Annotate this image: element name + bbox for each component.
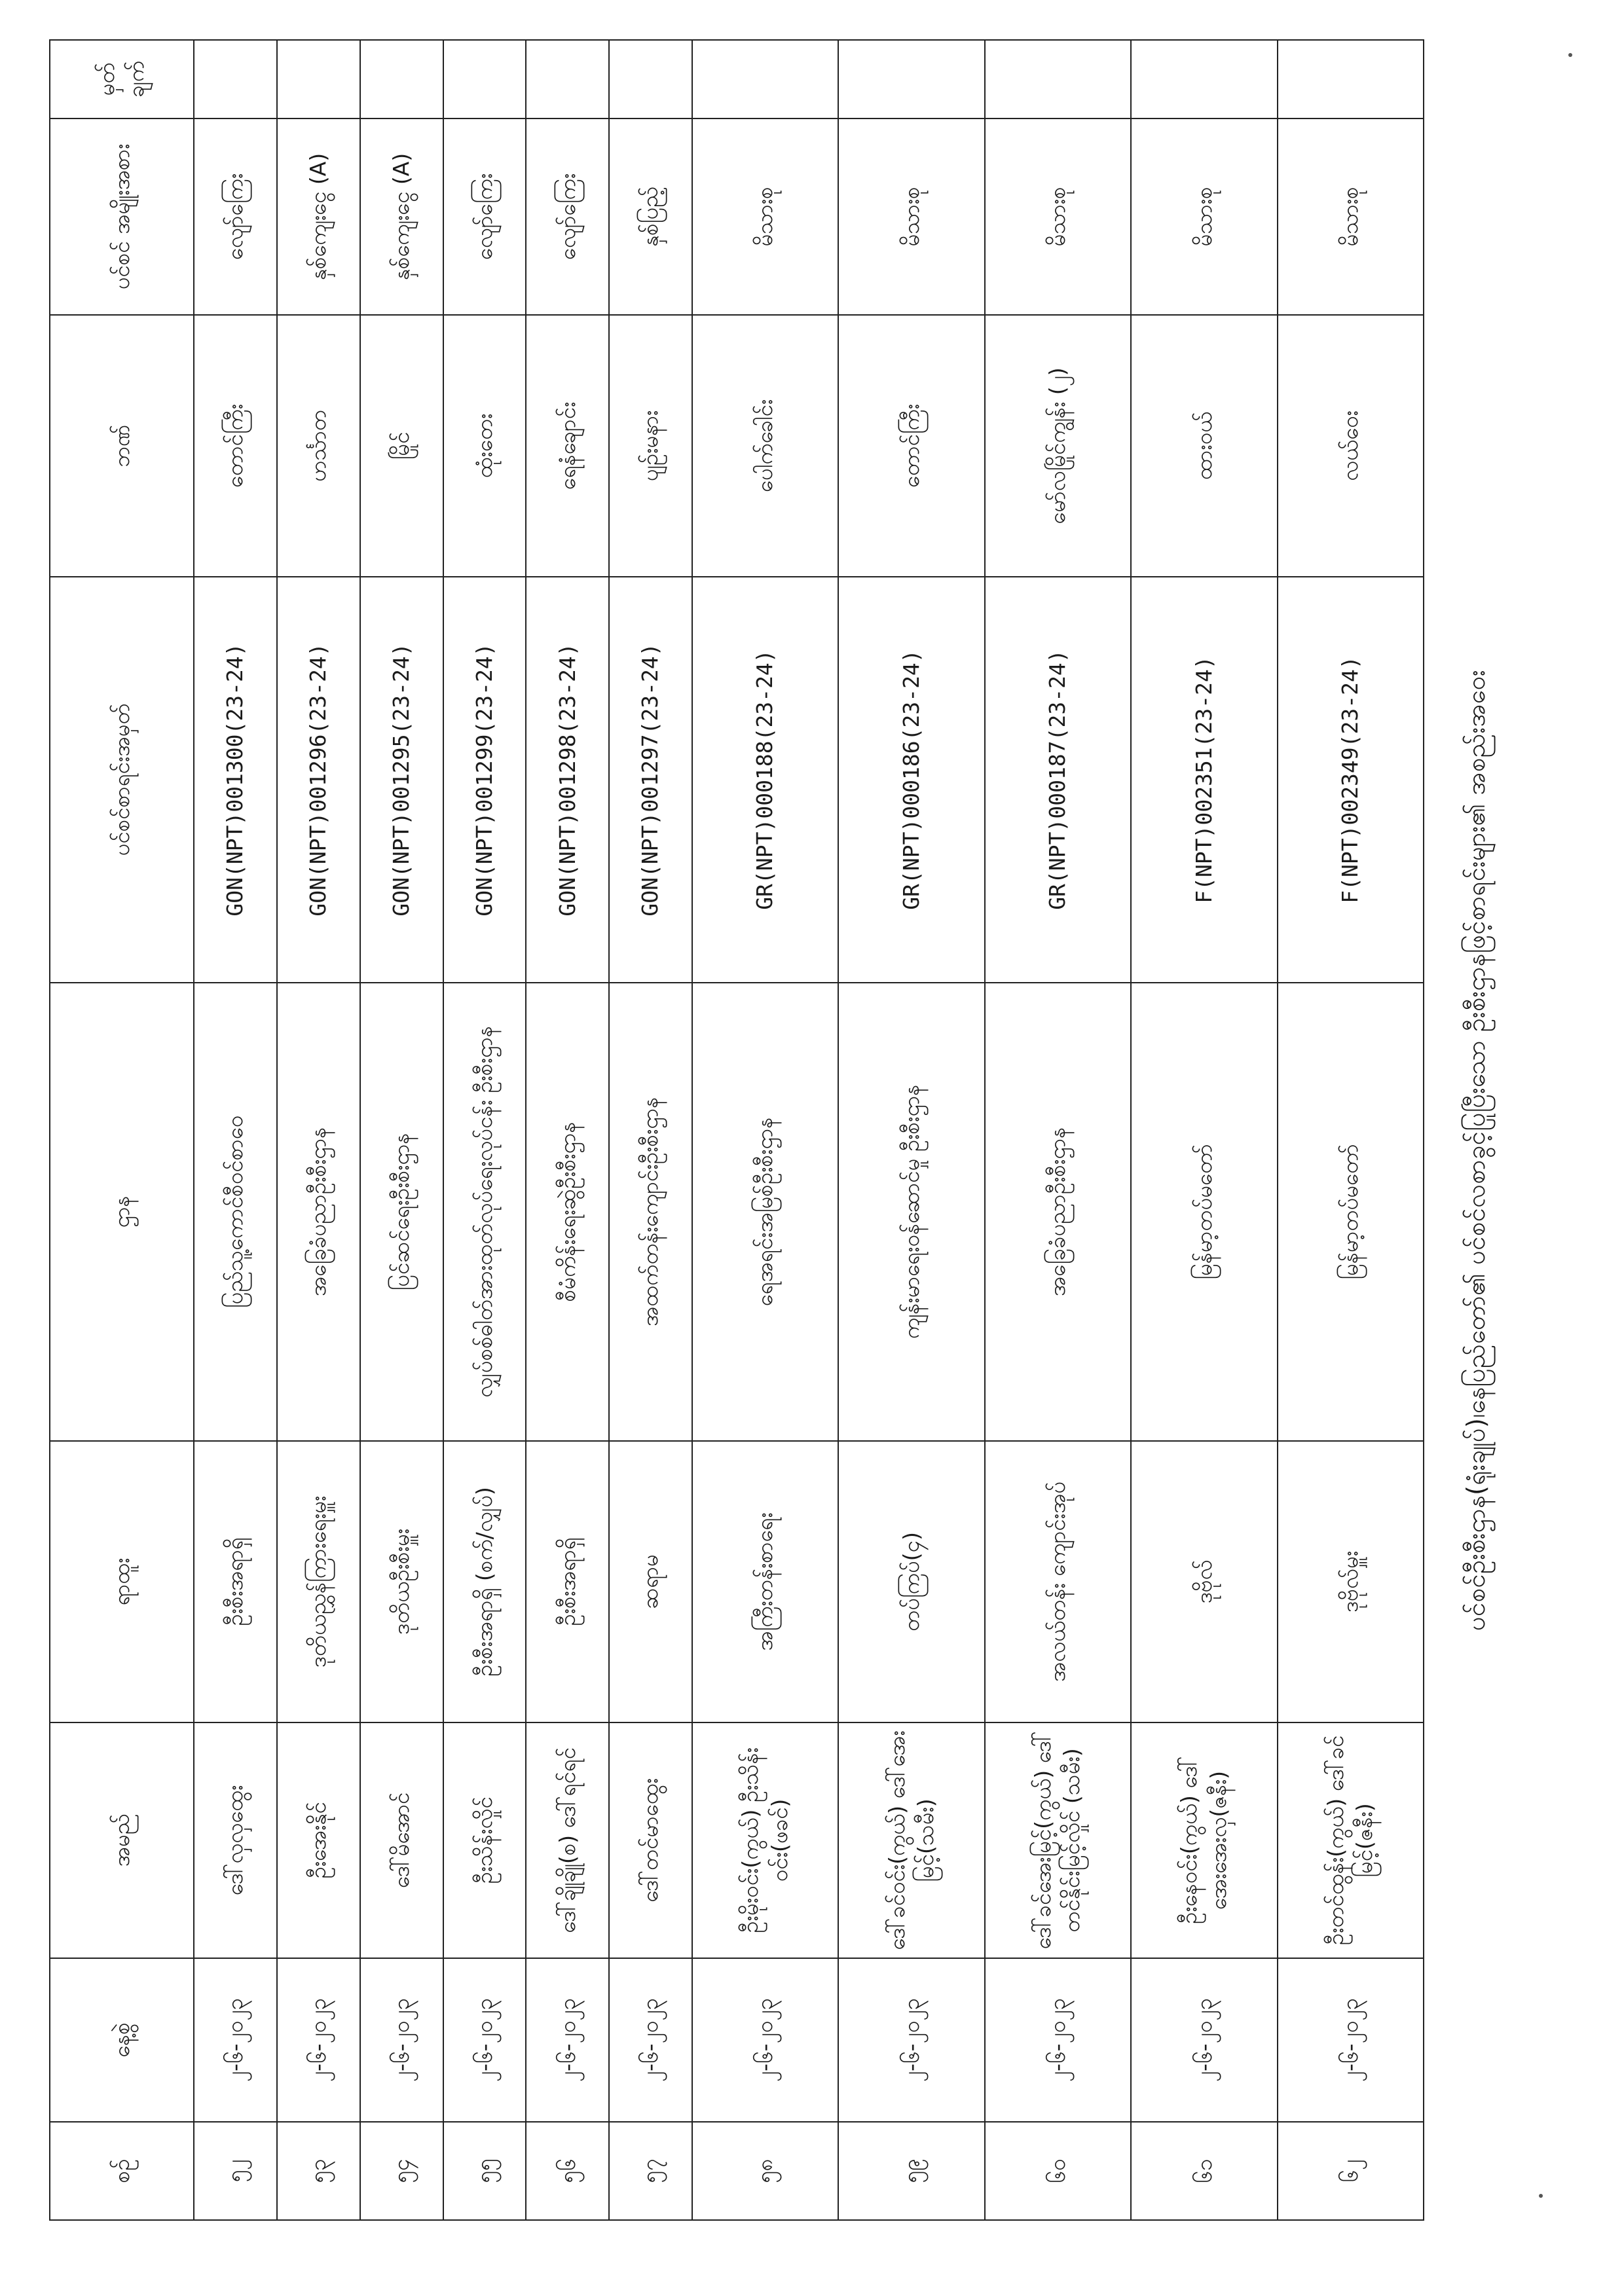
cell-department: အထက်တန်းကျောင်းဦးစီးဌာန	[609, 983, 692, 1441]
cell-pension-type: နှစ်ပြည့်	[609, 118, 692, 315]
cell-department: ပြည်သူ့ကောင်စီဝင်စာဝေ	[194, 983, 277, 1441]
cell-department: မြန်မာ့တပ်မတော်	[1131, 983, 1277, 1441]
header-no: စဉ်	[50, 2122, 194, 2220]
cell-remark	[194, 40, 277, 118]
cell-department: လျှပ်စစ်ဓါတ်အားထုတ်လုပ်ရေးလုပ်ငန်း ဦးစီးဌာန	[443, 983, 526, 1441]
cell-no: ၅၆	[526, 2122, 609, 2220]
cell-rank: ဦးစီးအရာရှိ	[526, 1441, 609, 1722]
cell-pension-type: နှစ်ကျေးငွေ (A)	[277, 118, 360, 315]
cell-date: ၂-၆-၂၀၂၃	[838, 1958, 984, 2122]
table-body	[194, 40, 1424, 2220]
cell-remark	[526, 40, 609, 118]
cell-no: ၅၂	[194, 2122, 277, 2220]
cell-department: ပြင်ဆင်ရေးဦးစီးဌာန	[360, 983, 443, 1441]
cell-date: ၂-၆-၂၀၂၃	[526, 1958, 609, 2122]
cell-name: ဒေါ်လှလှထွေး	[194, 1722, 277, 1958]
cell-remark	[1131, 40, 1277, 118]
cell-bank: ထုံးတေး	[443, 315, 526, 577]
cell-pension-no: GR(NPT)000187(23-24)	[985, 577, 1131, 983]
cell-name: ဒေါ်တင်မာထွေး	[609, 1722, 692, 1958]
cell-department: စီမံကိန်းရေးဆွဲဦးစီးဌာန	[526, 983, 609, 1441]
cell-no: ၅၃	[277, 2122, 360, 2220]
cell-department: အခြေခံပညာဦးစီးဌာန	[277, 983, 360, 1441]
cell-name: ဦးတင်ထွန်း(ကွယ်) ဒေါ်ခင်မြင့်(ဇနီး)	[1278, 1722, 1424, 1958]
table-row	[360, 40, 443, 2220]
cell-no: ၅၄	[360, 2122, 443, 2220]
cell-remark	[692, 40, 838, 118]
document-title: ပင်စင်ဦးစီးဌာန(ရုံးချုပ်)၊နေပြည်တော်၏ ပင်စင်လစာခွင့်ပြုပြီးသော ဦးစီးဌာနဖြင့်စာရင်းများ၏ အစည်းအဝေး	[1462, 669, 1490, 1631]
cell-remark	[985, 40, 1131, 118]
table-row	[838, 40, 984, 2220]
cell-no: ၆၀	[985, 2122, 1131, 2220]
table-row	[609, 40, 692, 2220]
cell-no: ၆၂	[1278, 2122, 1424, 2220]
header-rank: ရာထူး	[50, 1441, 194, 1722]
scan-speck	[1539, 2194, 1543, 2198]
cell-pension-type: လျော်ကြေး	[526, 118, 609, 315]
cell-rank: ဦးစီးအရာရှိ (စက်/လျှပ်)	[443, 1441, 526, 1722]
header-pension-type: ပင်စင် အမျိုးအစား	[50, 118, 194, 315]
cell-rank: ဒုတိယညွှန်ကြားရေးမှူး	[277, 1441, 360, 1722]
cell-no: ၅၈	[692, 2122, 838, 2220]
cell-pension-type: နှစ်ကျေးငွေ (A)	[360, 118, 443, 315]
cell-rank: ဒုဗိုလ်	[1131, 1441, 1277, 1722]
cell-department: မြန်မာ့တပ်မတော်	[1278, 983, 1424, 1441]
cell-department: ရေအရင်းအမြစ်ဦးစီးဌာန	[692, 983, 838, 1441]
cell-name: ဒေါ်ချိုချို(စ) ဒေါ်ရင်ရင်	[526, 1722, 609, 1958]
scan-speck	[1568, 53, 1572, 57]
table-row	[194, 40, 277, 2220]
cell-remark	[838, 40, 984, 118]
header-remark: မှတ် ချက်	[50, 40, 194, 118]
cell-name: ဦးနေဝင်း(ကွယ်) ဒေါ်အေးအေးလှ(ဇနီး)	[1131, 1722, 1277, 1958]
header-date: နေ့စွဲ	[50, 1958, 194, 2122]
cell-date: ၂-၆-၂၀၂၃	[692, 1958, 838, 2122]
cell-remark	[609, 40, 692, 118]
cell-date: ၂-၆-၂၀၂၃	[609, 1958, 692, 2122]
cell-pension-no: GON(NPT)001297(23-24)	[609, 577, 692, 983]
cell-date: ၂-၆-၂၀၂၃	[194, 1958, 277, 2122]
cell-date: ၂-၆-၂၀၂၃	[360, 1958, 443, 2122]
cell-rank: ဒုတိယဦးစီးမှူး	[360, 1441, 443, 1722]
cell-date: ၂-၆-၂၀၂၃	[443, 1958, 526, 2122]
cell-date: ၂-၆-၂၀၂၃	[1278, 1958, 1424, 2122]
cell-pension-type: လျော်ကြေး	[194, 118, 277, 315]
cell-bank: ဟင်္သာတ	[277, 315, 360, 577]
cell-pension-no: GON(NPT)001300(23-24)	[194, 577, 277, 983]
cell-name: ဒေါ်မိအောင်	[360, 1722, 443, 1958]
cell-bank: ပေါက်ခေါင်း	[692, 315, 838, 577]
cell-remark	[1278, 40, 1424, 118]
cell-pension-type: လျော်ကြေး	[443, 118, 526, 315]
cell-no: ၅၉	[838, 2122, 984, 2220]
cell-pension-type: မိသားစု	[985, 118, 1131, 315]
cell-rank: တပ်ကြပ်(၄)	[838, 1441, 984, 1722]
cell-name: ဒေါ်ခင်အေးမြင့်(ကွယ်) ဒေါ်တင်နိုင်းမြင့်လှိုင် (သမီး)	[985, 1722, 1131, 1958]
cell-date: ၂-၆-၂၀၂၃	[277, 1958, 360, 2122]
header-department: ဌာန	[50, 983, 194, 1441]
header-pension-no: ပင်စင်စာရင်းအမှတ်	[50, 577, 194, 983]
cell-pension-type: မိသားစု	[1278, 118, 1424, 315]
header-name: အမည်	[50, 1722, 194, 1958]
header-row	[50, 40, 194, 2220]
cell-pension-no: GON(NPT)001298(23-24)	[526, 577, 609, 983]
cell-bank: တောင်ကြီး	[194, 315, 277, 577]
cell-department: အခြေခံပညာဦးစီးဌာန	[985, 983, 1131, 1441]
cell-rank: ဦးစီးအရာရှိ	[194, 1441, 277, 1722]
cell-pension-no: F(NPT)002351(23-24)	[1131, 577, 1277, 983]
cell-no: ၆၁	[1131, 2122, 1277, 2220]
cell-pension-no: GON(NPT)001295(23-24)	[360, 577, 443, 983]
cell-name: ဒေါ်ခင်ဝင်း(ကွယ်) ဒေါ်အေးမြင့်(သမီး)	[838, 1722, 984, 1958]
header-bank: ဘဏ်	[50, 315, 194, 577]
cell-rank: အလယ်တန်း ကျောင်းအုပ်	[985, 1441, 1131, 1722]
cell-bank: ထားဝယ်	[1131, 315, 1277, 577]
table-row	[692, 40, 838, 2220]
cell-rank: ဆရာမ	[609, 1441, 692, 1722]
cell-remark	[443, 40, 526, 118]
cell-pension-type: မိသားစု	[1131, 118, 1277, 315]
cell-bank: မော်လမြိုင်ကျွန်း (၂)	[985, 315, 1131, 577]
cell-pension-no: GR(NPT)000186(23-24)	[838, 577, 984, 983]
table-row	[443, 40, 526, 2220]
cell-remark	[277, 40, 360, 118]
table-row	[526, 40, 609, 2220]
cell-no: ၅၅	[443, 2122, 526, 2220]
cell-name: ဦးသိန်းလှိုင်	[443, 1722, 526, 1958]
cell-department: ကျန်းမာရေးဝန်ဆောင်မှု ဦးစီးဌာန	[838, 983, 984, 1441]
cell-pension-no: GON(NPT)001296(23-24)	[277, 577, 360, 983]
table-row	[1278, 40, 1424, 2220]
table-row	[1131, 40, 1277, 2220]
cell-no: ၅၇	[609, 2122, 692, 2220]
cell-bank: တောင်ကြီး	[838, 315, 984, 577]
cell-bank: ရေနံချောင်း	[526, 315, 609, 577]
cell-pension-no: GON(NPT)001299(23-24)	[443, 577, 526, 983]
cell-date: ၂-၆-၂၀၂၃	[1131, 1958, 1277, 2122]
cell-rank: ဒုဗိုလ်မှူး	[1278, 1441, 1424, 1722]
cell-pension-no: GR(NPT)000188(23-24)	[692, 577, 838, 983]
cell-name: ဦးမိုးဝင်း(ကွယ်) ဦးသိန်းဝင်း(ဖခင်)	[692, 1722, 838, 1958]
cell-bank: လယ်ဝေး	[1278, 315, 1424, 577]
cell-pension-no: F(NPT)002349(23-24)	[1278, 577, 1424, 983]
cell-name: ဦးအေးနိုင်	[277, 1722, 360, 1958]
cell-pension-type: မိသားစု	[692, 118, 838, 315]
cell-bank: မြိုင်	[360, 315, 443, 577]
cell-remark	[360, 40, 443, 118]
cell-rank: အကြီးတန်းစာရေး	[692, 1441, 838, 1722]
cell-pension-type: မိသားစု	[838, 118, 984, 315]
pension-table	[49, 39, 1424, 2221]
cell-date: ၂-၆-၂၀၂၃	[985, 1958, 1131, 2122]
table-row	[985, 40, 1131, 2220]
table-row	[277, 40, 360, 2220]
cell-bank: ပျဉ်းမနား	[609, 315, 692, 577]
